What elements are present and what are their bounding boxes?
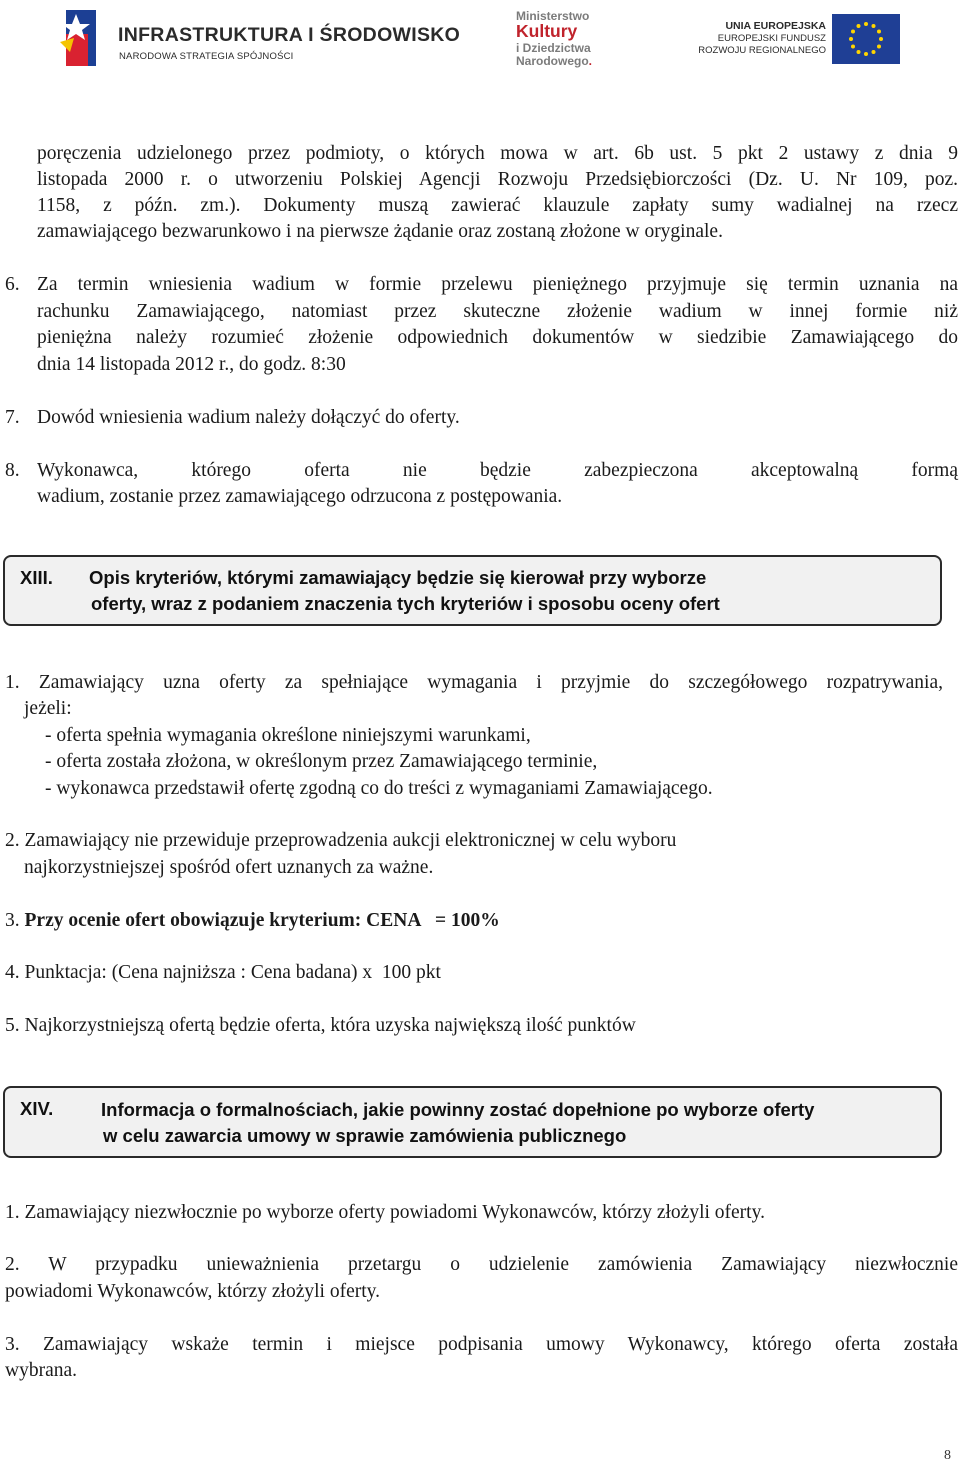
paragraph-line: 5. Najkorzystniejszą ofertą będzie oferta, która uzyska największą ilość punktów bbox=[5, 1015, 636, 1036]
eu-star-icon bbox=[849, 37, 853, 41]
paragraph-line: najkorzystniejszej spośród ofert uznanych za ważne. bbox=[24, 857, 434, 878]
paragraph-line: 1. Zamawiający niezwłocznie po wyborze oferty powiadomi Wykonawców, którzy złożyli oferty. bbox=[5, 1202, 765, 1223]
eu-star-icon bbox=[851, 30, 855, 34]
paragraph-line: pieniężna należy rozumieć złożenie odpowiednich dokumentów w siedzibie Zamawiającego do bbox=[37, 327, 958, 348]
unia-europejska-logo bbox=[698, 14, 903, 69]
logo-line-text: Narodowego bbox=[516, 53, 589, 68]
logo-line: EUROPEJSKI FUNDUSZ bbox=[717, 32, 826, 44]
nss-emblem-icon bbox=[58, 8, 114, 68]
section-title-line: Informacja o formalnościach, jakie powinny zostać dopełnione po wyborze oferty bbox=[101, 1099, 815, 1120]
eu-star-icon bbox=[872, 24, 876, 28]
eu-star-icon bbox=[877, 45, 881, 49]
list-item: - oferta spełnia wymagania określone niniejszymi warunkami, bbox=[45, 725, 531, 746]
paragraph-line: listopada 2000 r. o utworzeniu Polskiej Agencji Rozwoju Przedsiębiorczości (Dz. U. Nr 109, poz. bbox=[37, 169, 958, 190]
eu-star-icon bbox=[857, 24, 861, 28]
section-heading-box-xiii bbox=[3, 555, 942, 626]
infrastruktura-srodowisko-logo bbox=[58, 8, 461, 68]
section-number: XIV. bbox=[20, 1098, 54, 1119]
item-number: 8. bbox=[5, 460, 20, 481]
eu-star-icon bbox=[872, 50, 876, 54]
eu-star-icon bbox=[864, 22, 868, 26]
paragraph-line: wadium, zostanie przez zamawiającego odrzucona z postępowania. bbox=[37, 486, 563, 507]
logo-line: UNIA EUROPEJSKA bbox=[725, 20, 826, 32]
logo-line: ROZWOJU REGIONALNEGO bbox=[698, 45, 826, 56]
section-number: XIII. bbox=[20, 567, 53, 588]
eu-star-icon bbox=[851, 45, 855, 49]
paragraph-line: 2. W przypadku unieważnienia przetargu o udzielenie zamówienia Zamawiający niezwłocznie bbox=[5, 1254, 958, 1275]
logo-line: Kultury bbox=[516, 21, 578, 41]
logo-line: i Dziedzictwa bbox=[516, 40, 591, 55]
page-number: 8 bbox=[944, 1448, 951, 1463]
paragraph-line: Wykonawca, którego oferta nie będzie zabezpieczona akceptowalną formą bbox=[37, 460, 958, 481]
logo-title: INFRASTRUKTURA I ŚRODOWISKO bbox=[118, 24, 461, 46]
section-title-line: oferty, wraz z podaniem znaczenia tych kryteriów i sposobu oceny ofert bbox=[91, 593, 720, 614]
eu-star-icon bbox=[857, 50, 861, 54]
paragraph-line: Dowód wniesienia wadium należy dołączyć do oferty. bbox=[37, 407, 460, 428]
paragraph-line: 1158, z późn. zm.). Dokumenty muszą zawierać klauzule zapłaty sumy wadialnej na rzecz bbox=[37, 195, 958, 216]
eu-star-icon bbox=[877, 30, 881, 34]
paragraph-line: 3. Zamawiający wskaże termin i miejsce podpisania umowy Wykonawcy, którego oferta została bbox=[5, 1334, 958, 1355]
logo-line: Ministerstwo bbox=[516, 9, 590, 23]
logo-dot: . bbox=[588, 53, 593, 68]
paragraph-line: powiadomi Wykonawców, którzy złożyli oferty. bbox=[5, 1281, 381, 1302]
paragraph-line: 2. Zamawiający nie przewiduje przeprowadzenia aukcji elektronicznej w celu wyboru bbox=[5, 830, 677, 851]
section-title-line: Opis kryteriów, którymi zamawiający będzie się kierował przy wyborze bbox=[89, 567, 707, 588]
page-header bbox=[0, 0, 960, 75]
paragraph-line: rachunku Zamawiającego, natomiast przez skuteczne złożenie wadium w innej formie niż bbox=[37, 301, 958, 322]
list-item: - wykonawca przedstawił ofertę zgodną co do treści z wymaganiami Zamawiającego. bbox=[45, 778, 713, 799]
item-number: 6. bbox=[5, 274, 20, 295]
criterion-text: Przy ocenie ofert obowiązuje kryterium: CENA = 100% bbox=[24, 910, 500, 931]
paragraph-line bbox=[5, 908, 500, 935]
paragraph-line: dnia 14 listopada 2012 r., do godz. 8:30 bbox=[37, 354, 346, 375]
item-number: 3. bbox=[5, 910, 20, 931]
logo-subtitle: NARODOWA STRATEGIA SPÓJNOŚCI bbox=[119, 51, 294, 62]
paragraph-line: zamawiającego bezwarunkowo i na pierwsze żądanie oraz zostaną złożone w oryginale. bbox=[37, 221, 723, 242]
logo-line bbox=[516, 55, 616, 67]
paragraph-line: 1. Zamawiający uzna oferty za spełniające wymagania i przyjmie do szczegółowego rozpatrywania, bbox=[5, 672, 943, 693]
item-number: 7. bbox=[5, 407, 20, 428]
section-title-line: w celu zawarcia umowy w sprawie zamówienia publicznego bbox=[103, 1125, 627, 1146]
paragraph-line: poręczenia udzielonego przez podmioty, o których mowa w art. 6b ust. 5 pkt 2 ustawy z dnia 9 bbox=[37, 143, 958, 164]
eu-flag-icon bbox=[832, 14, 900, 64]
paragraph-line: Za termin wniesienia wadium w formie przelewu pieniężnego przyjmuje się termin uznania na bbox=[37, 274, 958, 295]
paragraph-line: jeżeli: bbox=[24, 698, 72, 719]
list-item: - oferta została złożona, w określonym przez Zamawiającego terminie, bbox=[45, 751, 598, 772]
eu-star-icon bbox=[879, 37, 883, 41]
paragraph-line: wybrana. bbox=[5, 1360, 78, 1381]
eu-star-icon bbox=[864, 52, 868, 56]
section-heading-box-xiv bbox=[3, 1086, 942, 1158]
paragraph-line: 4. Punktacja: (Cena najniższa : Cena badana) x 100 pkt bbox=[5, 962, 441, 983]
ministerstwo-kultury-logo bbox=[516, 10, 616, 68]
ue-logo-text bbox=[698, 20, 826, 58]
